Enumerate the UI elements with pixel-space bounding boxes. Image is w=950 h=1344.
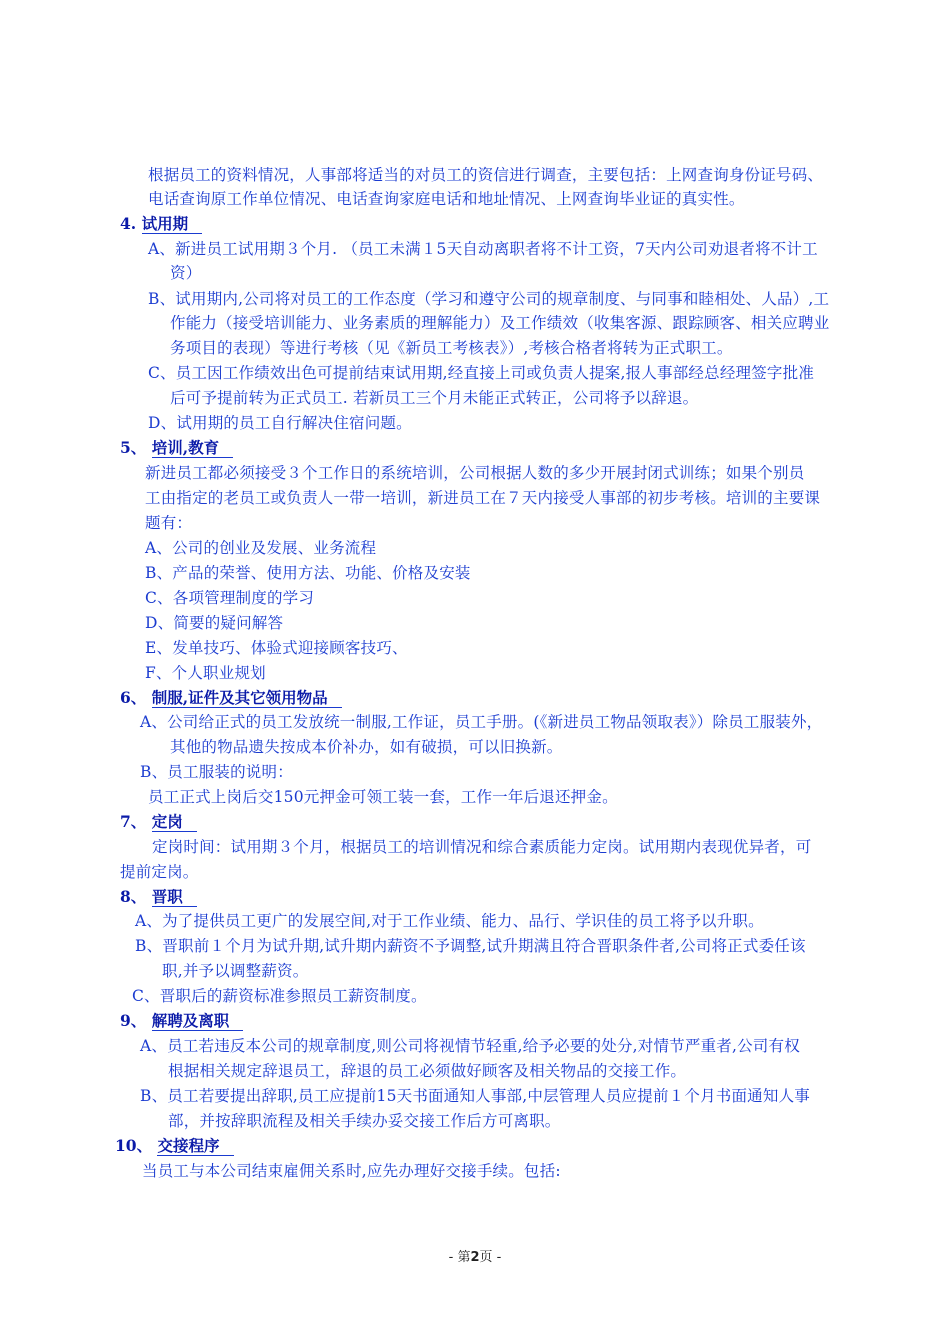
- body-line: 其他的物品遗失按成本价补办，如有破损，可以旧换新。: [170, 738, 563, 756]
- section-heading: [120, 436, 233, 460]
- body-line: C、员工因工作绩效出色可提前结束试用期,经直接上司或负责人提案,报人事部经总经理签字批准: [148, 364, 815, 382]
- body-line: 根据相关规定辞退员工，辞退的员工必须做好顾客及相关物品的交接工作。: [168, 1062, 687, 1080]
- section-number: 6、: [120, 688, 147, 707]
- section-title: 晋职: [152, 887, 197, 907]
- body-line: 工由指定的老员工或负责人一带一培训，新进员工在７天内接受人事部的初步考核。培训的主要课: [145, 489, 821, 507]
- footer-prefix: - 第: [448, 1250, 471, 1265]
- body-line: 职,并予以调整薪资。: [162, 962, 309, 980]
- body-line: A、新进员工试用期３个月. （员工未满１5天自动离职者将不计工资，7天内公司劝退者将不计工: [148, 240, 818, 258]
- section-title: 解聘及离职: [152, 1011, 244, 1031]
- body-line: 资）: [170, 264, 202, 282]
- section-heading: [120, 810, 197, 834]
- body-line: 新进员工都必须接受３个工作日的系统培训，公司根据人数的多少开展封闭式训练；如果个别员: [145, 464, 805, 482]
- section-heading: [120, 686, 342, 710]
- body-line: 后可予提前转为正式员工. 若新员工三个月未能正式转正，公司将予以辞退。: [170, 389, 699, 407]
- body-line: C、晋职后的薪资标准参照员工薪资制度。: [132, 987, 427, 1005]
- section-number: 4.: [120, 214, 137, 233]
- body-line: A、员工若违反本公司的规章制度,则公司将视情节轻重,给予必要的处分,对情节严重者,公司有权: [140, 1037, 800, 1055]
- list-item: B、产品的荣誉、使用方法、功能、价格及安装: [145, 564, 471, 582]
- body-line: A、公司给正式的员工发放统一制服,工作证，员工手册。(《新进员工物品领取表》）除员工服装外，: [140, 713, 823, 731]
- section-number: 5、: [120, 438, 147, 457]
- section-heading: [120, 885, 197, 909]
- section-title: 试用期: [142, 214, 203, 234]
- section-title: 交接程序: [157, 1136, 233, 1156]
- list-item: E、发单技巧、体验式迎接顾客技巧、: [145, 639, 408, 657]
- list-item: A、公司的创业及发展、业务流程: [145, 539, 377, 557]
- section-title: 制服,证件及其它领用物品: [152, 688, 342, 708]
- body-line: 提前定岗。: [120, 863, 199, 881]
- body-line: B、试用期内,公司将对员工的工作态度（学习和遵守公司的规章制度、与同事和睦相处、人品）,工: [148, 290, 830, 308]
- section-number: 7、: [120, 812, 147, 831]
- section-number: 9、: [120, 1011, 147, 1030]
- footer-suffix: 页 -: [479, 1250, 502, 1265]
- body-line: B、员工若要提出辞职,员工应提前15天书面通知人事部,中层管理人员应提前１个月书面通知人事: [140, 1087, 810, 1105]
- body-line: 务项目的表现）等进行考核（见《新员工考核表》）,考核合格者将转为正式职工。: [170, 339, 733, 357]
- body-line: 员工正式上岗后交150元押金可领工装一套，工作一年后退还押金。: [148, 788, 618, 806]
- section-number: 10、: [115, 1136, 153, 1155]
- page-footer: [0, 1246, 950, 1265]
- body-line: B、员工服装的说明：: [140, 763, 293, 781]
- body-line: 作能力（接受培训能力、业务素质的理解能力）及工作绩效（收集客源、跟踪顾客、相关应聘业: [170, 314, 830, 332]
- body-line: A、为了提供员工更广的发展空间,对于工作业绩、能力、品行、学识佳的员工将予以升职。: [135, 912, 764, 930]
- section-heading: [120, 212, 202, 236]
- body-line: 当员工与本公司结束雇佣关系时,应先办理好交接手续。包括:: [142, 1162, 561, 1180]
- body-line: 定岗时间：试用期３个月，根据员工的培训情况和综合素质能力定岗。试用期内表现优异者，可: [152, 838, 812, 856]
- list-item: D、简要的疑问解答: [145, 614, 284, 632]
- body-line: B、晋职前１个月为试升期,试升期内薪资不予调整,试升期满且符合晋职条件者,公司将正式委任该: [135, 937, 806, 955]
- list-item: F、个人职业规划: [145, 664, 266, 682]
- section-title: 培训,教育: [152, 438, 233, 458]
- section-title: 定岗: [152, 812, 197, 832]
- page-number: 2: [470, 1250, 480, 1265]
- section-number: 8、: [120, 887, 147, 906]
- body-line: 题有：: [145, 514, 193, 532]
- body-line: 部，并按辞职流程及相关手续办妥交接工作后方可离职。: [168, 1112, 561, 1130]
- intro-line: 根据员工的资料情况，人事部将适当的对员工的资信进行调查，主要包括：上网查询身份证号码、: [148, 166, 824, 184]
- intro-line: 电话查询原工作单位情况、电话查询家庭电话和地址情况、上网查询毕业证的真实性。: [148, 190, 745, 208]
- list-item: C、各项管理制度的学习: [145, 589, 315, 607]
- section-heading: [115, 1134, 234, 1158]
- section-heading: [120, 1009, 243, 1033]
- body-line: D、试用期的员工自行解决住宿问题。: [148, 414, 412, 432]
